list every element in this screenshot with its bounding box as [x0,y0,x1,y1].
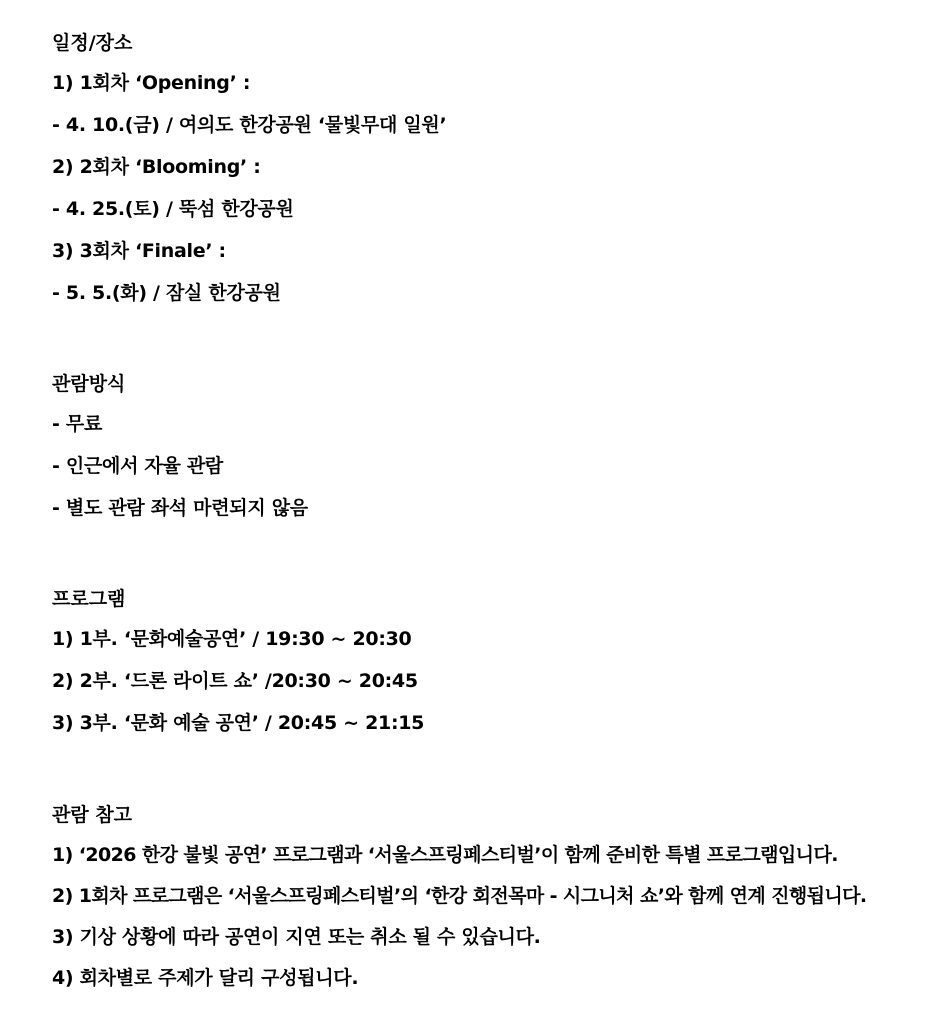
schedule-line: 1) 1회차 ‘Opening’ : [52,72,251,94]
viewing-heading: 관람방식 [52,373,126,395]
schedule-line: 3) 3회차 ‘Finale’ : [52,240,226,262]
schedule-section [52,31,936,305]
program-line: 1) 1부. ‘문화예술공연’ / 19:30 ~ 20:30 [52,628,412,650]
program-section [52,587,936,735]
notes-line: 2) 1회차 프로그램은 ‘서울스프링페스티벌’의 ‘한강 회전목마 - 시그니처 쇼’와 함께 연계 진행됩니다. [52,885,867,907]
viewing-line: - 별도 관람 좌석 마련되지 않음 [52,497,308,519]
notes-line: 4) 회차별로 주제가 달리 구성됩니다. [52,967,359,989]
schedule-line: - 4. 10.(금) / 여의도 한강공원 ‘물빛무대 일원’ [52,114,447,136]
notes-line: 3) 기상 상황에 따라 공연이 지연 또는 취소 될 수 있습니다. [52,926,541,948]
viewing-line: - 무료 [52,413,103,435]
notes-heading: 관람 참고 [52,804,133,826]
notes-section [52,803,936,990]
schedule-line: - 5. 5.(화) / 잠실 한강공원 [52,282,281,304]
program-heading: 프로그램 [52,588,126,610]
program-line: 3) 3부. ‘문화 예술 공연’ / 20:45 ~ 21:15 [52,712,425,734]
schedule-heading: 일정/장소 [52,32,133,54]
viewing-section [52,372,936,520]
notes-line: 1) ‘2026 한강 불빛 공연’ 프로그램과 ‘서울스프링페스티벌’이 함께 준비한 특별 프로그램입니다. [52,844,838,866]
schedule-line: - 4. 25.(토) / 뚝섬 한강공원 [52,198,294,220]
schedule-line: 2) 2회차 ‘Blooming’ : [52,156,261,178]
viewing-line: - 인근에서 자율 관람 [52,455,223,477]
program-line: 2) 2부. ‘드론 라이트 쇼’ /20:30 ~ 20:45 [52,670,418,692]
